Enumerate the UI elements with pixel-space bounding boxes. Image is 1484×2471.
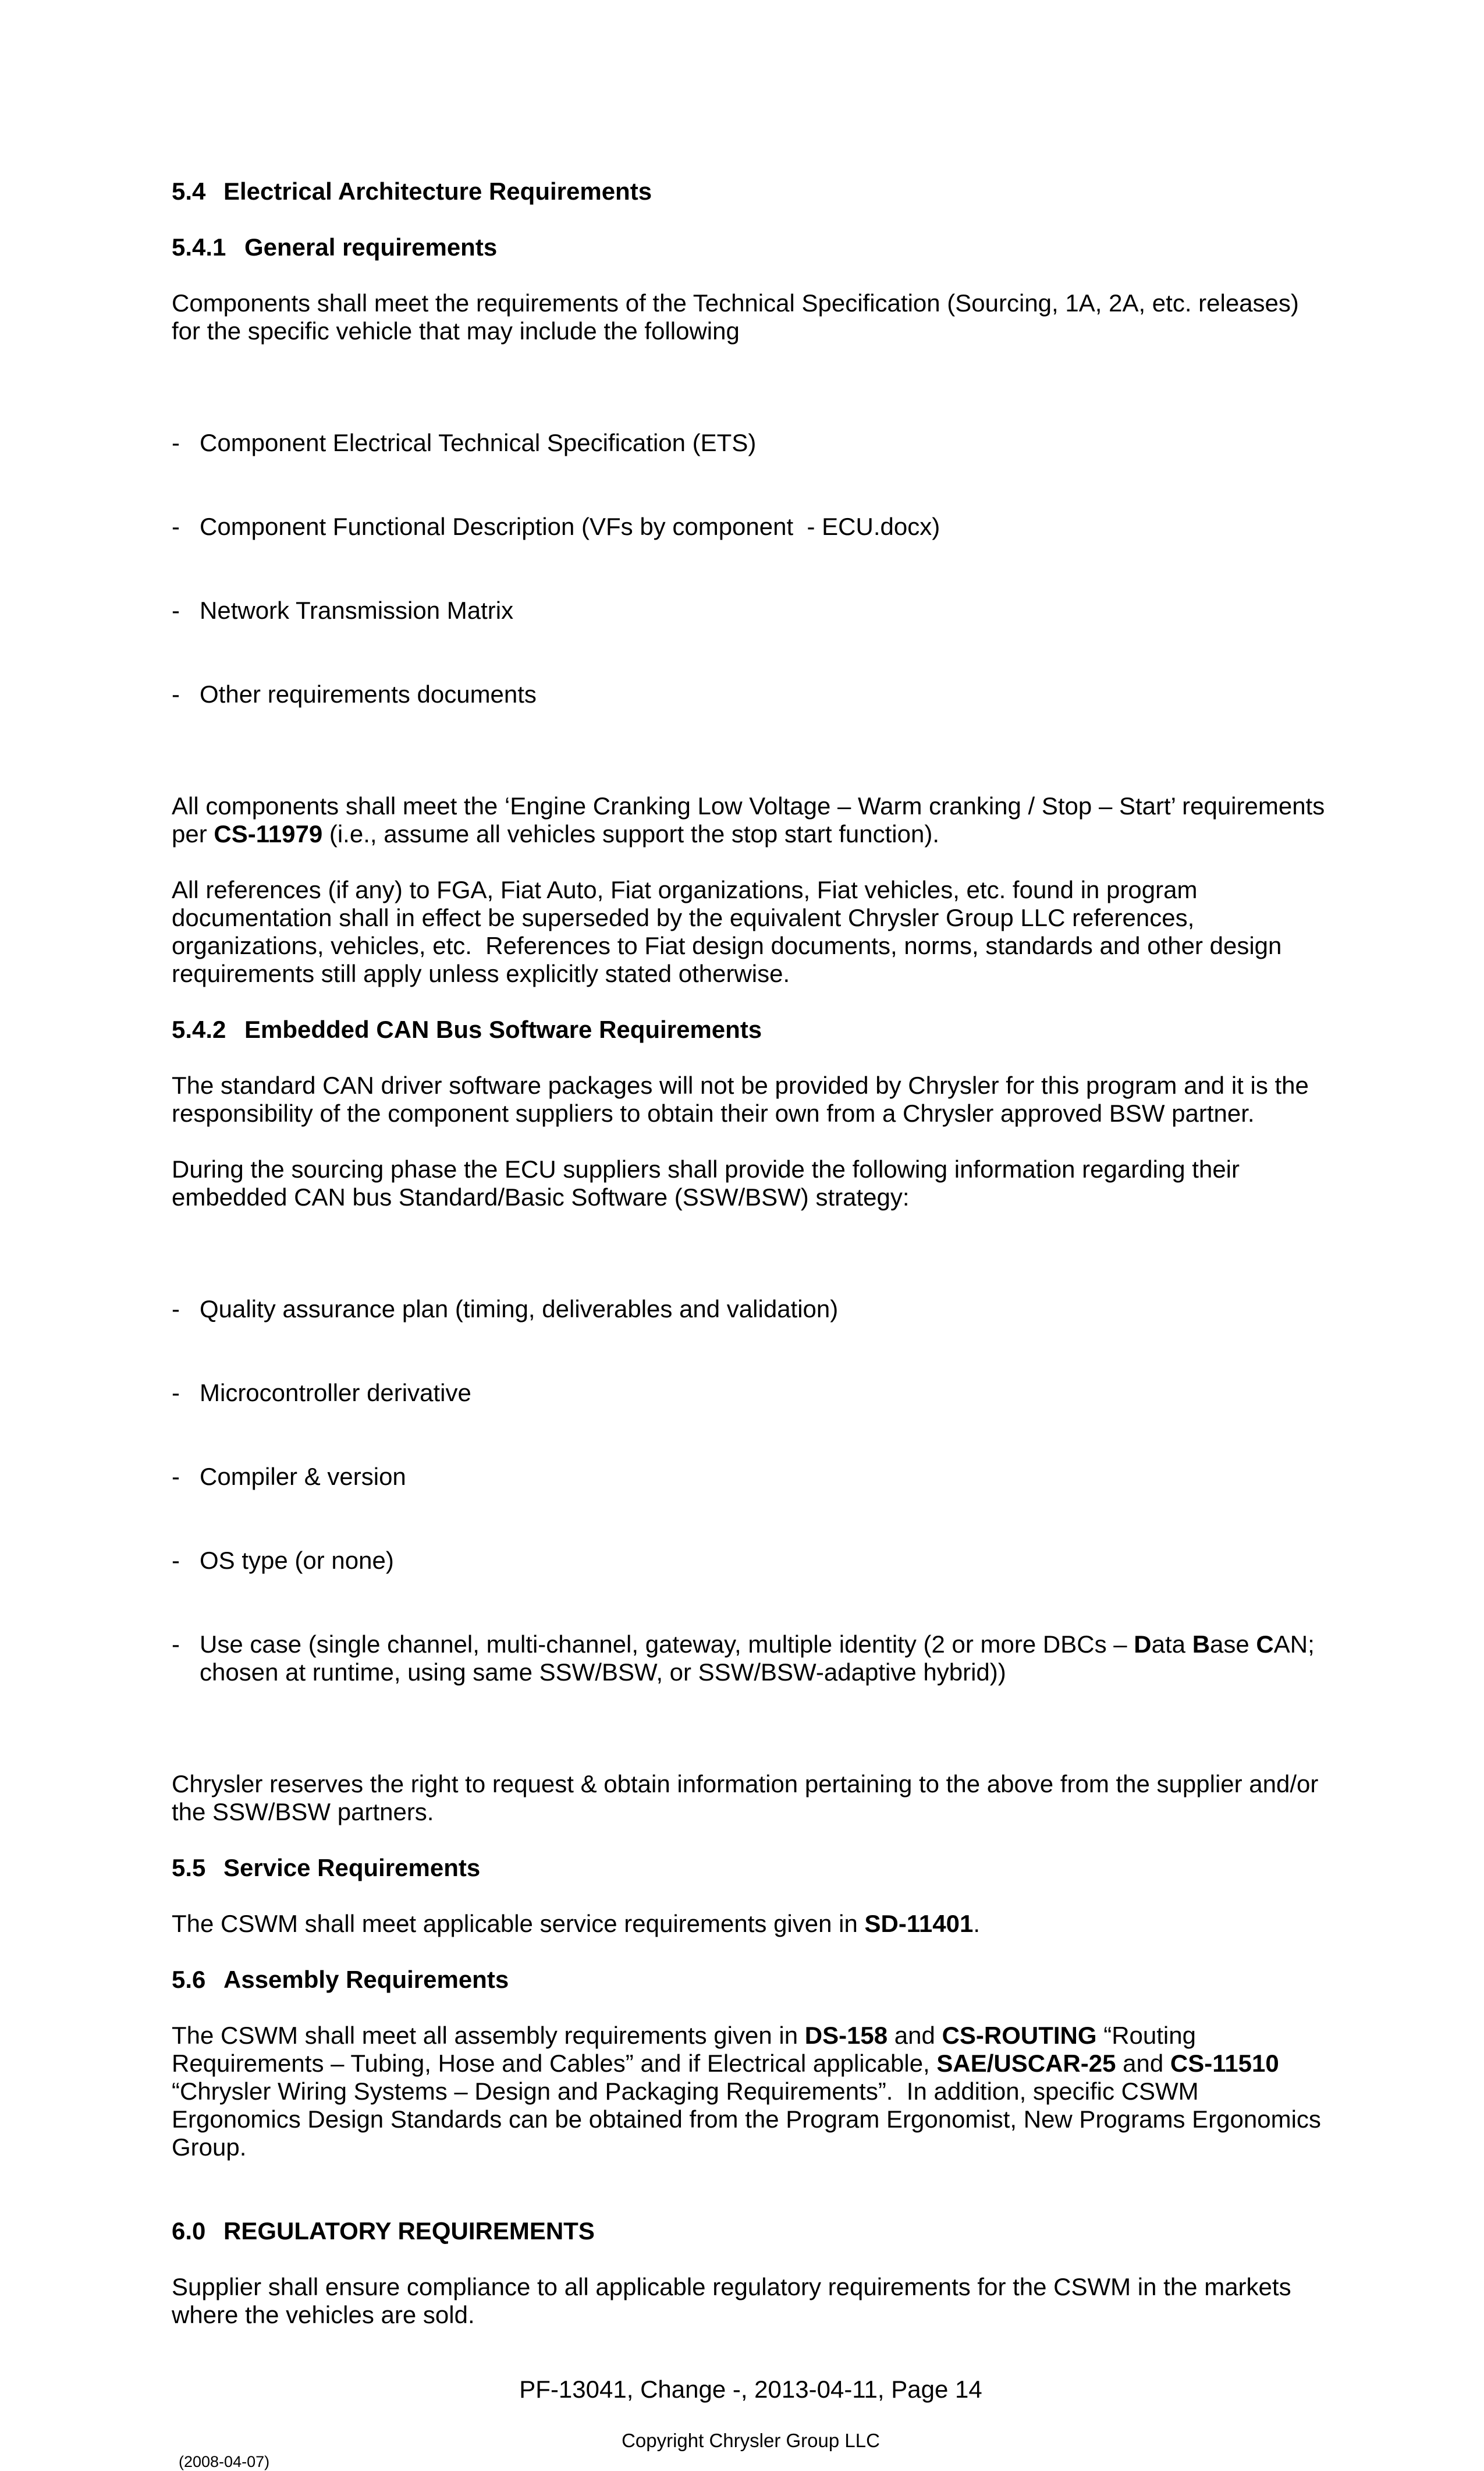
heading-title: General requirements <box>244 233 498 261</box>
heading-number: 5.4.2 <box>172 1016 226 1043</box>
text-run: The CSWM shall meet applicable service requirements given in <box>172 1910 865 1937</box>
bullet-item <box>172 429 1330 457</box>
paragraph-components: Components shall meet the requirements of the Technical Specification (Sourcing, 1A, 2A, etc. releases) for the specific vehicle that may include the following <box>172 289 1306 345</box>
text-run: “Chrysler Wiring Systems – Design and Packaging Requirements”. In addition, specific CSWM Ergonomics Design Standards can be obtained from the Program Ergonomist, New Programs Ergonomics Group. <box>172 2050 1328 2161</box>
footer-copyright: Copyright Chrysler Group LLC <box>622 2430 880 2451</box>
bold-run: B <box>1192 1630 1210 1658</box>
bullet-dash: - <box>172 1630 180 1658</box>
paragraph-reserves: Chrysler reserves the right to request & obtain information pertaining to the above from the supplier and/or the SSW/BSW partners. <box>172 1770 1326 1825</box>
bullet-dash: - <box>172 597 180 624</box>
bullet-text: Network Transmission Matrix <box>200 597 514 624</box>
text-run: “Routing Requirements – Tubing, Hose and Cables” and if Electrical applicable, <box>172 2022 1203 2077</box>
doc-ref-ds-158: DS-158 <box>804 2022 888 2049</box>
bullet-list-ssw <box>172 1239 1330 1742</box>
heading-5-4 <box>172 178 1330 205</box>
bullet-dash: - <box>172 513 180 540</box>
text-run: ata <box>1151 1630 1192 1658</box>
bullet-text: Component Electrical Technical Specification (ETS) <box>200 429 757 456</box>
heading-title: Assembly Requirements <box>223 1966 509 1993</box>
text-run: and <box>887 2022 942 2049</box>
bullet-text: Component Functional Description (VFs by component - ECU.docx) <box>200 513 940 540</box>
heading-title: Embedded CAN Bus Software Requirements <box>244 1016 762 1043</box>
doc-ref-sd-11401: SD-11401 <box>864 1910 974 1937</box>
heading-number: 5.4.1 <box>172 233 226 261</box>
bullet-item <box>172 513 1330 541</box>
heading-5-4-2 <box>172 1016 1330 1044</box>
bullet-dash: - <box>172 1379 180 1406</box>
heading-5-4-1 <box>172 233 1330 261</box>
text-run: and <box>1116 2050 1170 2077</box>
paragraph-regulatory: Supplier shall ensure compliance to all applicable regulatory requirements for the CSWM in the markets where the vehicles are sold. <box>172 2273 1298 2328</box>
text-run: AN; chosen at runtime, using same SSW/BSW, or SSW/BSW-adaptive hybrid)) <box>200 1630 1322 1686</box>
bullet-text: Compiler & version <box>200 1463 406 1490</box>
paragraph-sourcing: During the sourcing phase the ECU suppliers shall provide the following information regarding their embedded CAN bus Standard/Basic Software (SSW/BSW) strategy: <box>172 1155 1247 1211</box>
doc-ref-cs-11979: CS-11979 <box>214 820 323 848</box>
bullet-item <box>172 1295 1330 1323</box>
heading-5-6 <box>172 1966 1330 1994</box>
bold-run: C <box>1256 1630 1274 1658</box>
doc-ref-sae-uscar-25: SAE/USCAR-25 <box>936 2050 1116 2077</box>
bullet-text: OS type (or none) <box>200 1547 394 1574</box>
heading-number: 5.6 <box>172 1966 206 1993</box>
heading-title: Service Requirements <box>223 1854 481 1881</box>
bullet-dash: - <box>172 429 180 456</box>
paragraph-can-driver: The standard CAN driver software packages will not be provided by Chrysler for this program and it is the responsibility of the component suppliers to obtain their own from a Chrysler approved BSW partner. <box>172 1072 1316 1127</box>
heading-5-5 <box>172 1854 1330 1882</box>
footer-doc-id: PF-13041, Change -, 2013-04-11, Page 14 <box>519 2376 982 2403</box>
doc-ref-cs-11510: CS-11510 <box>1170 2050 1279 2077</box>
bullet-text <box>200 1630 1330 1686</box>
bullet-list-specs <box>172 373 1330 764</box>
bold-run: D <box>1134 1630 1152 1658</box>
heading-title: Electrical Architecture Requirements <box>223 178 652 205</box>
heading-6-0 <box>172 2217 1330 2245</box>
bullet-item <box>172 597 1330 625</box>
bullet-dash: - <box>172 1463 180 1490</box>
bullet-dash: - <box>172 1295 180 1323</box>
paragraph-assembly <box>172 2022 1330 2161</box>
bullet-item <box>172 1463 1330 1491</box>
bullet-dash: - <box>172 680 180 708</box>
bullet-text: Other requirements documents <box>200 680 537 708</box>
text-run: ase <box>1210 1630 1256 1658</box>
text-run: The CSWM shall meet all assembly requirements given in <box>172 2022 805 2049</box>
heading-number: 6.0 <box>172 2217 206 2245</box>
text-run: (i.e., assume all vehicles support the stop start function). <box>322 820 940 848</box>
paragraph-service <box>172 1910 1330 1938</box>
text-run: . <box>973 1910 980 1937</box>
paragraph-cranking <box>172 792 1330 848</box>
paragraph-references: All references (if any) to FGA, Fiat Auto, Fiat organizations, Fiat vehicles, etc. found in program documentation shall in effect be superseded by the equivalent Chrysler Group LLC references, organizations, vehicles, etc. References to Fiat design documents, norms, standards and other design requirements still apply unless explicitly stated otherwise. <box>172 876 1289 987</box>
heading-title: REGULATORY REQUIREMENTS <box>223 2217 595 2245</box>
bullet-text: Quality assurance plan (timing, deliverables and validation) <box>200 1295 839 1323</box>
text-run: All components shall meet the ‘Engine Cranking Low Voltage – Warm cranking / Stop – Start’ requirements per <box>172 792 1332 848</box>
text-run: Use case (single channel, multi-channel, gateway, multiple identity (2 or more DBCs – <box>200 1630 1134 1658</box>
bullet-text: Microcontroller derivative <box>200 1379 471 1406</box>
footer-form-date: (2008-04-07) <box>179 2453 270 2470</box>
heading-number: 5.4 <box>172 178 206 205</box>
bullet-item <box>172 1379 1330 1407</box>
heading-number: 5.5 <box>172 1854 206 1881</box>
bullet-item <box>172 1547 1330 1575</box>
bullet-dash: - <box>172 1547 180 1574</box>
bullet-item <box>172 680 1330 708</box>
bullet-item-use-case <box>172 1630 1330 1686</box>
doc-ref-cs-routing: CS-ROUTING <box>942 2022 1097 2049</box>
